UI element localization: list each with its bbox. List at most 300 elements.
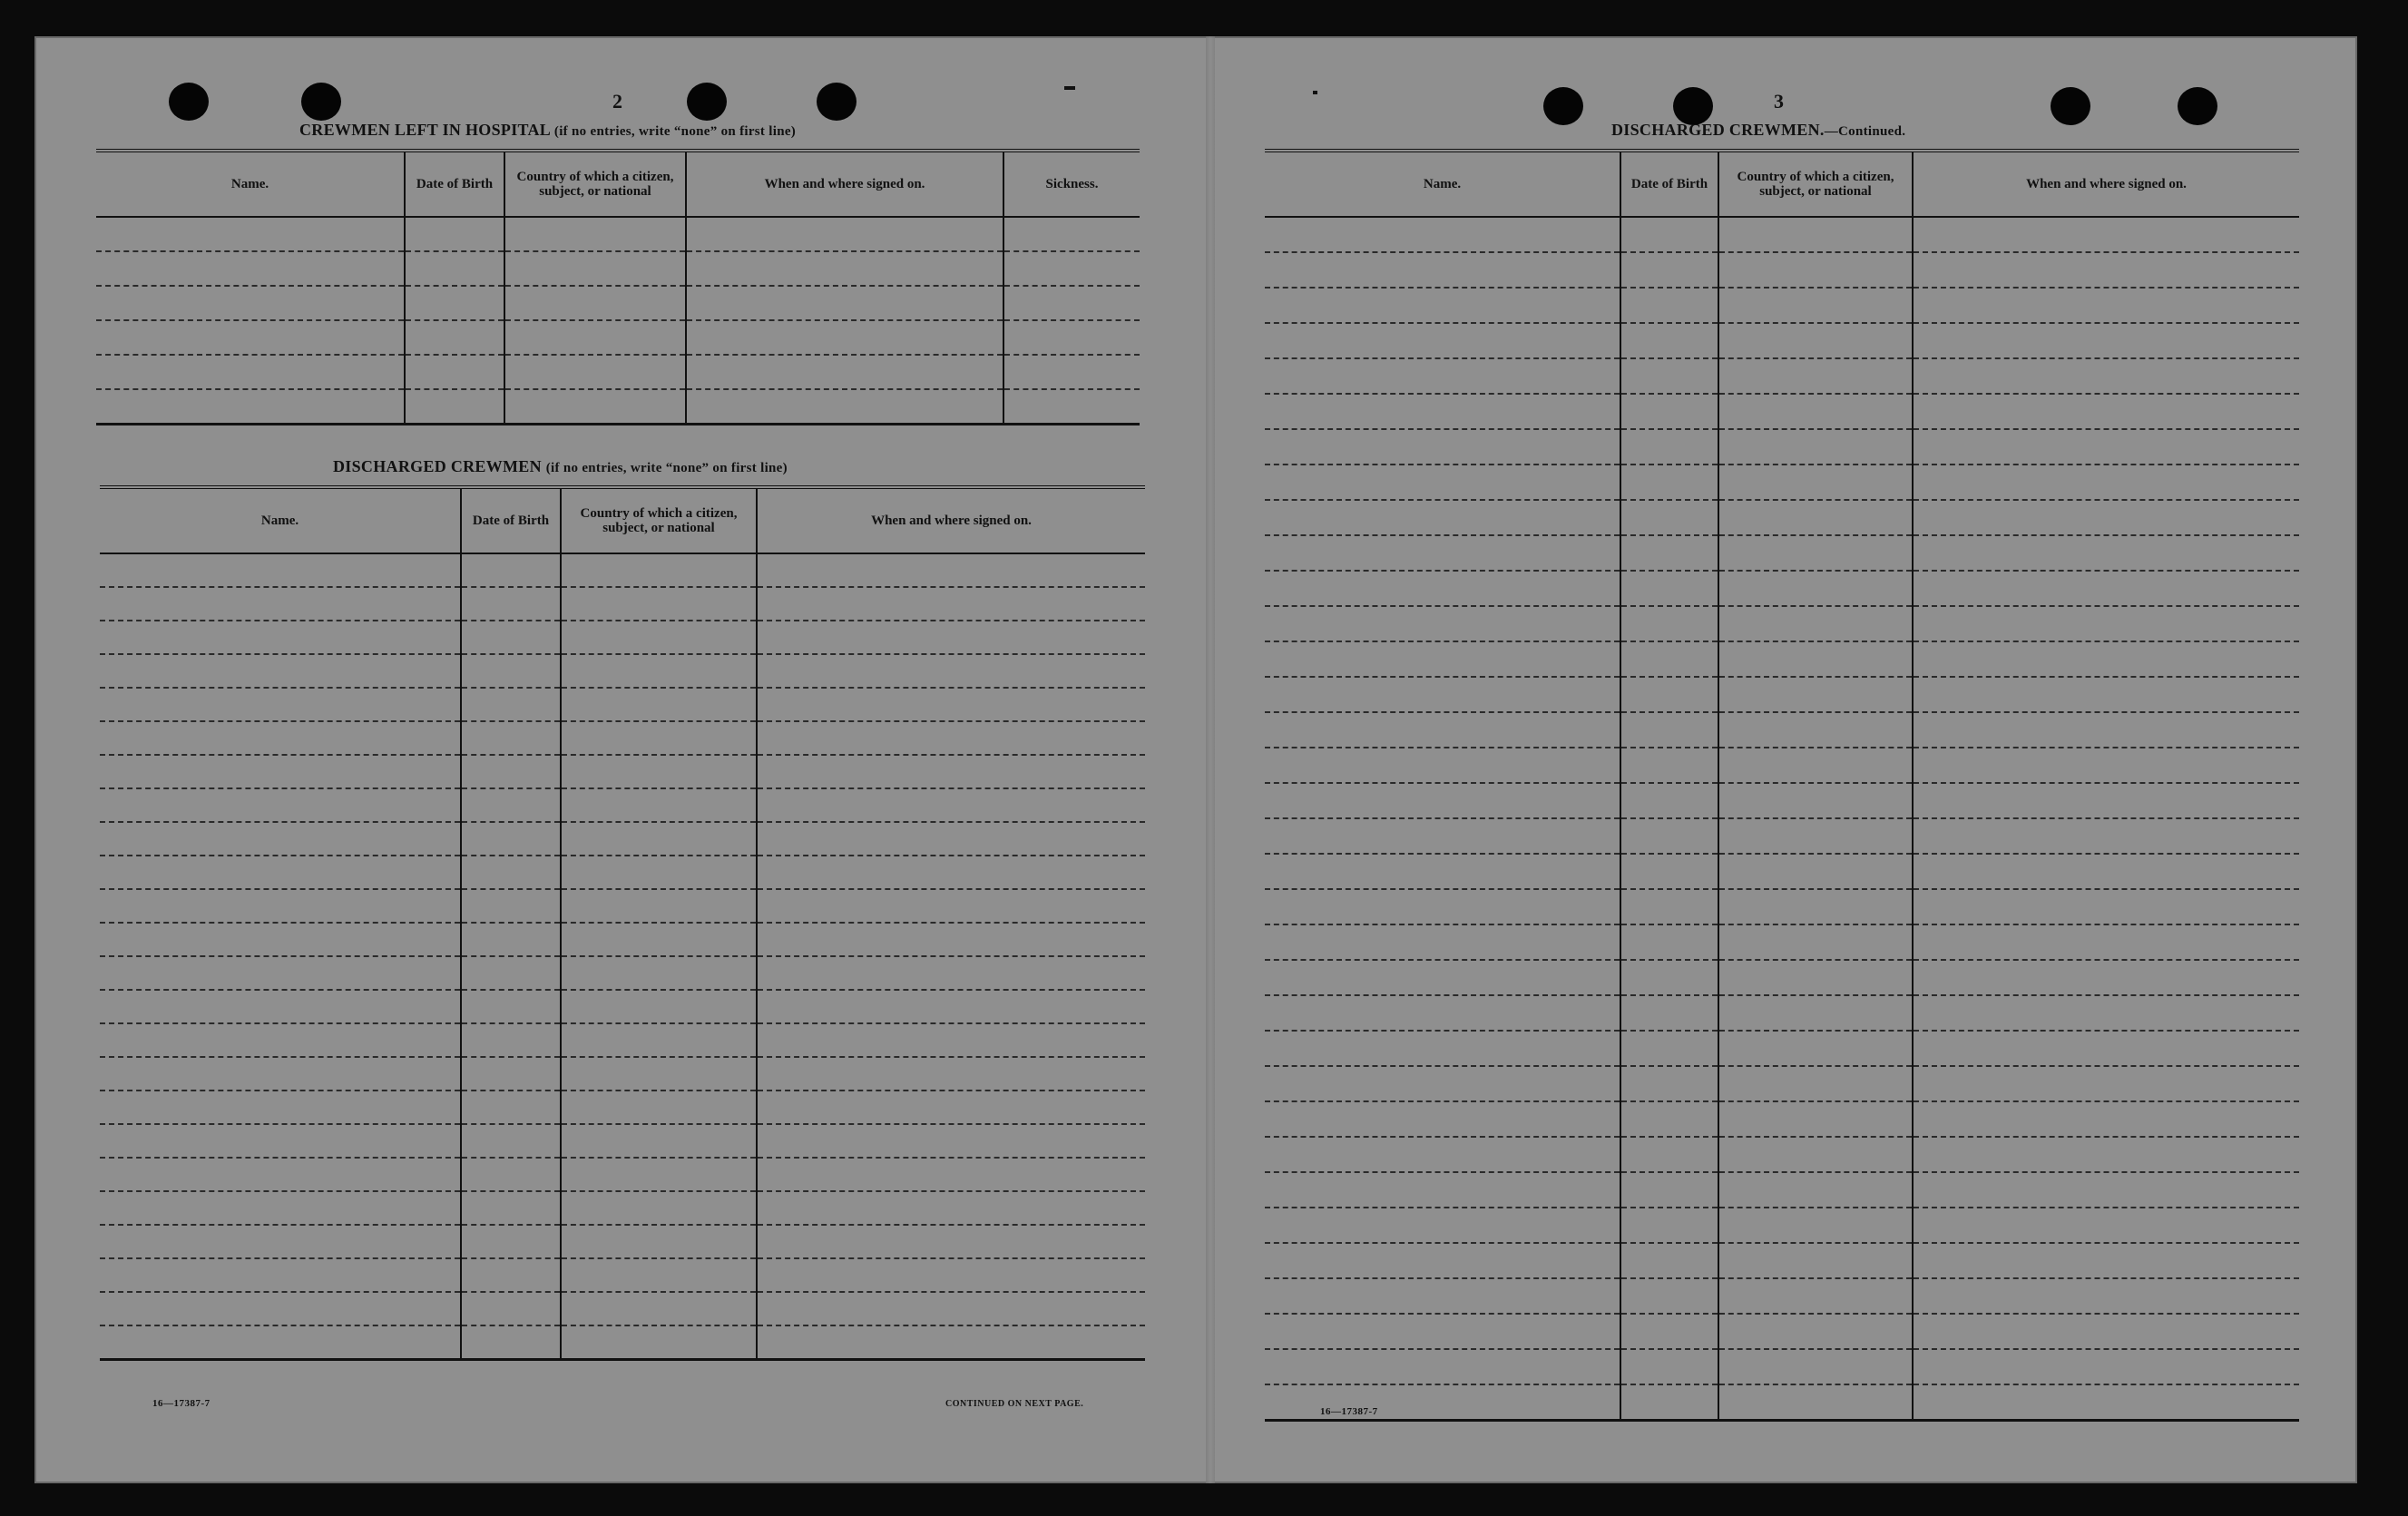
- table-cell[interactable]: [1620, 1137, 1718, 1172]
- table-cell[interactable]: [1620, 429, 1718, 465]
- table-cell[interactable]: [1913, 854, 2299, 889]
- table-cell[interactable]: [1620, 1384, 1718, 1421]
- table-row: [96, 286, 1140, 320]
- table-cell[interactable]: [1620, 1208, 1718, 1243]
- table-cell[interactable]: [1718, 1208, 1913, 1243]
- table-cell[interactable]: [757, 553, 1145, 587]
- table-cell[interactable]: [757, 654, 1145, 688]
- table-cell[interactable]: [100, 788, 461, 822]
- table-cell[interactable]: [1718, 429, 1913, 465]
- table-cell[interactable]: [561, 923, 757, 956]
- table-cell[interactable]: [1620, 1349, 1718, 1384]
- table-cell[interactable]: [561, 1023, 757, 1057]
- table-row: [1265, 535, 2299, 571]
- table-cell[interactable]: [1913, 995, 2299, 1031]
- table-cell[interactable]: [1718, 394, 1913, 429]
- table-cell[interactable]: [757, 721, 1145, 755]
- table-cell[interactable]: [1913, 1278, 2299, 1314]
- table-cell[interactable]: [100, 1124, 461, 1158]
- table-cell[interactable]: [100, 822, 461, 856]
- table-cell[interactable]: [1265, 1066, 1620, 1101]
- table-cell[interactable]: [561, 1091, 757, 1124]
- table-cell[interactable]: [100, 889, 461, 923]
- table-cell[interactable]: [561, 1057, 757, 1091]
- table-cell[interactable]: [1620, 606, 1718, 641]
- table-cell[interactable]: [1718, 818, 1913, 854]
- table-cell[interactable]: [96, 251, 405, 286]
- table-cell[interactable]: [1620, 854, 1718, 889]
- table-row: [100, 856, 1145, 889]
- table-cell[interactable]: [1620, 323, 1718, 358]
- table-cell[interactable]: [561, 621, 757, 654]
- table-cell[interactable]: [1003, 251, 1140, 286]
- table-cell[interactable]: [461, 553, 561, 587]
- table-cell[interactable]: [1913, 217, 2299, 252]
- table-cell[interactable]: [100, 956, 461, 990]
- table-cell[interactable]: [1620, 1172, 1718, 1208]
- table-cell[interactable]: [1265, 960, 1620, 995]
- table-cell[interactable]: [461, 990, 561, 1023]
- table-cell[interactable]: [1718, 1031, 1913, 1066]
- table-cell[interactable]: [100, 1258, 461, 1292]
- table-cell[interactable]: [1620, 960, 1718, 995]
- table-cell[interactable]: [1620, 783, 1718, 818]
- table-cell[interactable]: [461, 1158, 561, 1191]
- table-cell[interactable]: [1265, 677, 1620, 712]
- table-cell[interactable]: [1265, 1243, 1620, 1278]
- table-cell[interactable]: [561, 721, 757, 755]
- discharged-continued-table: [1265, 149, 2299, 1422]
- table-cell[interactable]: [1913, 1314, 2299, 1349]
- table-cell[interactable]: [686, 286, 1003, 320]
- table-cell[interactable]: [686, 389, 1003, 425]
- table-cell[interactable]: [461, 621, 561, 654]
- table-cell[interactable]: [757, 822, 1145, 856]
- table-cell[interactable]: [1913, 323, 2299, 358]
- table-cell[interactable]: [100, 553, 461, 587]
- table-cell[interactable]: [1265, 323, 1620, 358]
- table-cell[interactable]: [1003, 320, 1140, 355]
- table-cell[interactable]: [1620, 924, 1718, 960]
- table-cell[interactable]: [1265, 1031, 1620, 1066]
- table-cell[interactable]: [1913, 641, 2299, 677]
- table-cell[interactable]: [1265, 854, 1620, 889]
- table-cell[interactable]: [1620, 1278, 1718, 1314]
- table-cell[interactable]: [1913, 1172, 2299, 1208]
- table-cell[interactable]: [461, 755, 561, 788]
- table-cell[interactable]: [100, 587, 461, 621]
- table-cell[interactable]: [1718, 1384, 1913, 1421]
- table-cell[interactable]: [561, 1225, 757, 1258]
- table-cell[interactable]: [1913, 748, 2299, 783]
- table-cell[interactable]: [1718, 535, 1913, 571]
- table-cell[interactable]: [1620, 712, 1718, 748]
- table-cell[interactable]: [1265, 641, 1620, 677]
- table-cell[interactable]: [96, 389, 405, 425]
- table-cell[interactable]: [100, 621, 461, 654]
- table-cell[interactable]: [405, 320, 504, 355]
- table-cell[interactable]: [1718, 783, 1913, 818]
- table-cell[interactable]: [1913, 1349, 2299, 1384]
- table-cell[interactable]: [1718, 1101, 1913, 1137]
- table-cell[interactable]: [100, 923, 461, 956]
- table-cell[interactable]: [757, 755, 1145, 788]
- table-cell[interactable]: [1718, 924, 1913, 960]
- table-cell[interactable]: [1718, 288, 1913, 323]
- table-cell[interactable]: [1265, 606, 1620, 641]
- table-cell[interactable]: [1620, 995, 1718, 1031]
- table-cell[interactable]: [686, 355, 1003, 389]
- table-cell[interactable]: [1003, 217, 1140, 251]
- table-cell[interactable]: [561, 889, 757, 923]
- table-cell[interactable]: [1718, 606, 1913, 641]
- table-cell[interactable]: [1718, 1172, 1913, 1208]
- table-cell[interactable]: [1718, 252, 1913, 288]
- table-cell[interactable]: [1718, 1243, 1913, 1278]
- table-row: [100, 1124, 1145, 1158]
- table-cell[interactable]: [1913, 1101, 2299, 1137]
- table-cell[interactable]: [1913, 252, 2299, 288]
- table-cell[interactable]: [100, 654, 461, 688]
- table-cell[interactable]: [1913, 358, 2299, 394]
- table-cell[interactable]: [461, 1225, 561, 1258]
- table-cell[interactable]: [1265, 429, 1620, 465]
- table-cell[interactable]: [1718, 323, 1913, 358]
- table-cell[interactable]: [461, 654, 561, 688]
- table-cell[interactable]: [1620, 500, 1718, 535]
- table-cell[interactable]: [461, 587, 561, 621]
- table-cell[interactable]: [1718, 641, 1913, 677]
- table-cell[interactable]: [1620, 748, 1718, 783]
- table-cell[interactable]: [100, 990, 461, 1023]
- table-cell[interactable]: [757, 1023, 1145, 1057]
- table-cell[interactable]: [100, 1023, 461, 1057]
- table-cell[interactable]: [1620, 571, 1718, 606]
- table-cell[interactable]: [504, 217, 686, 251]
- table-cell[interactable]: [96, 355, 405, 389]
- table-cell[interactable]: [1265, 500, 1620, 535]
- table-row: [1265, 854, 2299, 889]
- table-cell[interactable]: [461, 923, 561, 956]
- table-cell[interactable]: [1718, 889, 1913, 924]
- table-cell[interactable]: [757, 587, 1145, 621]
- table-cell[interactable]: [1913, 818, 2299, 854]
- table-cell[interactable]: [757, 688, 1145, 721]
- table-cell[interactable]: [504, 355, 686, 389]
- table-cell[interactable]: [504, 320, 686, 355]
- table-cell[interactable]: [561, 1191, 757, 1225]
- table-cell[interactable]: [757, 1057, 1145, 1091]
- table-row: [100, 621, 1145, 654]
- table-cell[interactable]: [461, 1124, 561, 1158]
- discharged-title-text: DISCHARGED CREWMEN: [333, 457, 542, 475]
- table-row: [1265, 1278, 2299, 1314]
- table-cell[interactable]: [461, 956, 561, 990]
- table-cell[interactable]: [1620, 677, 1718, 712]
- col-date-of-birth: Date of Birth: [405, 151, 504, 217]
- table-cell[interactable]: [1718, 1278, 1913, 1314]
- table-cell[interactable]: [1265, 288, 1620, 323]
- table-cell[interactable]: [561, 788, 757, 822]
- table-cell[interactable]: [561, 1325, 757, 1360]
- hospital-rows: [96, 217, 1140, 425]
- table-cell[interactable]: [757, 1158, 1145, 1191]
- table-cell[interactable]: [757, 889, 1145, 923]
- table-cell[interactable]: [1620, 1101, 1718, 1137]
- table-cell[interactable]: [757, 956, 1145, 990]
- table-cell[interactable]: [1265, 252, 1620, 288]
- table-cell[interactable]: [1718, 748, 1913, 783]
- table-cell[interactable]: [1913, 1137, 2299, 1172]
- table-cell[interactable]: [1265, 748, 1620, 783]
- table-cell[interactable]: [1718, 677, 1913, 712]
- table-cell[interactable]: [1718, 1349, 1913, 1384]
- table-cell[interactable]: [1718, 465, 1913, 500]
- table-cell[interactable]: [757, 1292, 1145, 1325]
- table-cell[interactable]: [757, 788, 1145, 822]
- table-cell[interactable]: [1913, 394, 2299, 429]
- table-cell[interactable]: [757, 621, 1145, 654]
- table-cell[interactable]: [1913, 571, 2299, 606]
- table-cell[interactable]: [461, 688, 561, 721]
- table-cell[interactable]: [1913, 429, 2299, 465]
- table-cell[interactable]: [1265, 818, 1620, 854]
- table-cell[interactable]: [1913, 465, 2299, 500]
- table-cell[interactable]: [405, 389, 504, 425]
- table-cell[interactable]: [561, 755, 757, 788]
- table-cell[interactable]: [100, 1325, 461, 1360]
- table-cell[interactable]: [1620, 394, 1718, 429]
- table-cell[interactable]: [1718, 358, 1913, 394]
- table-row: [1265, 500, 2299, 535]
- table-cell[interactable]: [1620, 1066, 1718, 1101]
- table-cell[interactable]: [757, 1191, 1145, 1225]
- table-cell[interactable]: [100, 1292, 461, 1325]
- table-row: [1265, 1314, 2299, 1349]
- table-cell[interactable]: [1620, 217, 1718, 252]
- table-cell[interactable]: [1265, 1208, 1620, 1243]
- table-cell[interactable]: [1265, 1349, 1620, 1384]
- table-cell[interactable]: [1265, 1101, 1620, 1137]
- table-cell[interactable]: [1718, 500, 1913, 535]
- table-cell[interactable]: [100, 856, 461, 889]
- table-cell[interactable]: [686, 217, 1003, 251]
- col-name: Name.: [1265, 151, 1620, 217]
- table-cell[interactable]: [461, 822, 561, 856]
- table-cell[interactable]: [100, 1057, 461, 1091]
- table-cell[interactable]: [686, 320, 1003, 355]
- table-cell[interactable]: [1265, 465, 1620, 500]
- table-row: [100, 654, 1145, 688]
- table-cell[interactable]: [461, 1091, 561, 1124]
- table-cell[interactable]: [405, 355, 504, 389]
- table-cell[interactable]: [1913, 677, 2299, 712]
- table-cell[interactable]: [96, 217, 405, 251]
- table-row: [1265, 1101, 2299, 1137]
- table-cell[interactable]: [100, 1158, 461, 1191]
- table-cell[interactable]: [561, 1158, 757, 1191]
- punch-hole: [817, 83, 857, 121]
- table-cell[interactable]: [100, 755, 461, 788]
- table-cell[interactable]: [1718, 960, 1913, 995]
- table-cell[interactable]: [461, 1292, 561, 1325]
- table-cell[interactable]: [561, 587, 757, 621]
- table-cell[interactable]: [1913, 924, 2299, 960]
- table-cell[interactable]: [461, 1023, 561, 1057]
- table-cell[interactable]: [461, 721, 561, 755]
- table-row: [96, 355, 1140, 389]
- table-row: [100, 1191, 1145, 1225]
- table-cell[interactable]: [96, 320, 405, 355]
- table-cell[interactable]: [1913, 500, 2299, 535]
- table-cell[interactable]: [1913, 1208, 2299, 1243]
- table-cell[interactable]: [561, 688, 757, 721]
- table-cell[interactable]: [561, 1292, 757, 1325]
- table-cell[interactable]: [1620, 818, 1718, 854]
- hospital-table: [96, 149, 1140, 425]
- table-cell[interactable]: [1913, 1066, 2299, 1101]
- table-cell[interactable]: [96, 286, 405, 320]
- punch-hole: [1543, 87, 1583, 125]
- table-cell[interactable]: [1620, 535, 1718, 571]
- table-cell[interactable]: [1265, 535, 1620, 571]
- table-cell[interactable]: [1620, 641, 1718, 677]
- table-cell[interactable]: [561, 822, 757, 856]
- table-cell[interactable]: [561, 856, 757, 889]
- table-cell[interactable]: [561, 553, 757, 587]
- table-cell[interactable]: [1265, 1137, 1620, 1172]
- table-cell[interactable]: [1913, 606, 2299, 641]
- table-cell[interactable]: [1620, 1314, 1718, 1349]
- table-cell[interactable]: [504, 251, 686, 286]
- table-cell[interactable]: [757, 1225, 1145, 1258]
- table-cell[interactable]: [757, 1124, 1145, 1158]
- table-cell[interactable]: [1003, 389, 1140, 425]
- table-cell[interactable]: [561, 1258, 757, 1292]
- table-cell[interactable]: [1913, 889, 2299, 924]
- table-cell[interactable]: [1913, 1031, 2299, 1066]
- table-cell[interactable]: [1913, 288, 2299, 323]
- table-cell[interactable]: [1718, 854, 1913, 889]
- table-cell[interactable]: [461, 1057, 561, 1091]
- table-cell[interactable]: [1265, 217, 1620, 252]
- table-row: [100, 1325, 1145, 1360]
- table-cell[interactable]: [757, 990, 1145, 1023]
- table-row: [1265, 429, 2299, 465]
- table-cell[interactable]: [1718, 1066, 1913, 1101]
- table-cell[interactable]: [1265, 889, 1620, 924]
- continued-label: —Continued.: [1824, 124, 1906, 139]
- table-cell[interactable]: [1620, 1031, 1718, 1066]
- table-cell[interactable]: [1913, 535, 2299, 571]
- col-sickness: Sickness.: [1003, 151, 1140, 217]
- table-cell[interactable]: [1265, 394, 1620, 429]
- table-cell[interactable]: [1265, 571, 1620, 606]
- table-cell[interactable]: [1913, 1243, 2299, 1278]
- table-cell[interactable]: [1620, 1243, 1718, 1278]
- table-cell[interactable]: [561, 956, 757, 990]
- table-cell[interactable]: [1913, 960, 2299, 995]
- table-cell[interactable]: [1718, 1137, 1913, 1172]
- table-cell[interactable]: [757, 1325, 1145, 1360]
- table-cell[interactable]: [1620, 465, 1718, 500]
- col-country: Country of which a citizen, subject, or national: [561, 487, 757, 553]
- table-cell[interactable]: [757, 1258, 1145, 1292]
- table-cell[interactable]: [100, 1225, 461, 1258]
- table-cell[interactable]: [1718, 1314, 1913, 1349]
- table-cell[interactable]: [1620, 288, 1718, 323]
- table-cell[interactable]: [504, 389, 686, 425]
- discharged-instruction: (if no entries, write “none” on first line): [545, 461, 788, 475]
- table-cell[interactable]: [461, 788, 561, 822]
- table-cell[interactable]: [405, 217, 504, 251]
- table-cell[interactable]: [1718, 712, 1913, 748]
- table-cell[interactable]: [1718, 995, 1913, 1031]
- table-cell[interactable]: [504, 286, 686, 320]
- table-cell[interactable]: [757, 1091, 1145, 1124]
- table-cell[interactable]: [461, 889, 561, 923]
- table-cell[interactable]: [757, 923, 1145, 956]
- table-row: [100, 822, 1145, 856]
- table-row: [1265, 217, 2299, 252]
- table-cell[interactable]: [1265, 1278, 1620, 1314]
- table-cell[interactable]: [1718, 571, 1913, 606]
- table-cell[interactable]: [1913, 1384, 2299, 1421]
- table-cell[interactable]: [561, 654, 757, 688]
- table-cell[interactable]: [461, 856, 561, 889]
- punch-hole: [301, 83, 341, 121]
- table-cell[interactable]: [561, 990, 757, 1023]
- punch-hole: [1673, 87, 1713, 125]
- table-cell[interactable]: [1913, 783, 2299, 818]
- table-cell[interactable]: [561, 1124, 757, 1158]
- table-cell[interactable]: [1620, 252, 1718, 288]
- table-cell[interactable]: [1265, 712, 1620, 748]
- table-row: [1265, 1066, 2299, 1101]
- table-cell[interactable]: [1003, 286, 1140, 320]
- discharged-continued-title: [1611, 121, 1905, 140]
- table-cell[interactable]: [1265, 358, 1620, 394]
- table-cell[interactable]: [1003, 355, 1140, 389]
- table-cell[interactable]: [461, 1325, 561, 1360]
- table-cell[interactable]: [100, 1191, 461, 1225]
- table-cell[interactable]: [1620, 358, 1718, 394]
- table-cell[interactable]: [461, 1191, 561, 1225]
- table-cell[interactable]: [1265, 1384, 1620, 1421]
- table-cell[interactable]: [686, 251, 1003, 286]
- table-cell[interactable]: [405, 286, 504, 320]
- table-cell[interactable]: [757, 856, 1145, 889]
- table-cell[interactable]: [1265, 995, 1620, 1031]
- discharged-header-row: [100, 487, 1145, 553]
- table-cell[interactable]: [1620, 889, 1718, 924]
- table-row: [1265, 252, 2299, 288]
- table-cell[interactable]: [100, 688, 461, 721]
- table-cell[interactable]: [1265, 783, 1620, 818]
- table-row: [1265, 606, 2299, 641]
- table-row: [100, 889, 1145, 923]
- table-cell[interactable]: [100, 721, 461, 755]
- table-cell[interactable]: [100, 1091, 461, 1124]
- table-cell[interactable]: [1265, 1314, 1620, 1349]
- table-cell[interactable]: [461, 1258, 561, 1292]
- table-cell[interactable]: [405, 251, 504, 286]
- table-cell[interactable]: [1913, 712, 2299, 748]
- table-cell[interactable]: [1718, 217, 1913, 252]
- table-cell[interactable]: [1265, 1172, 1620, 1208]
- table-row: [1265, 818, 2299, 854]
- table-cell[interactable]: [1265, 924, 1620, 960]
